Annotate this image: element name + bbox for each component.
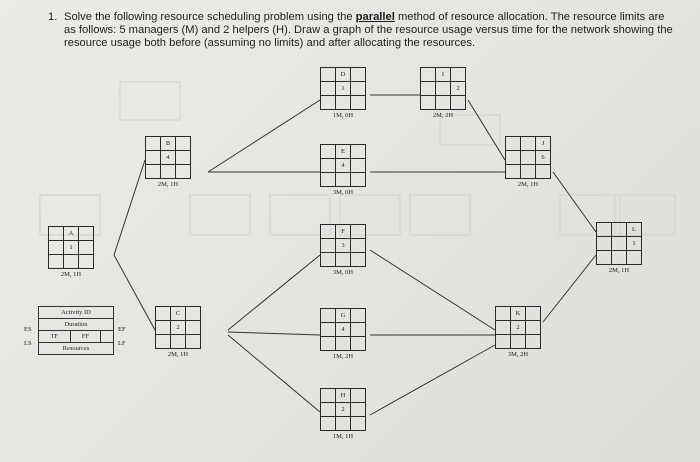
legend-es: ES <box>24 326 32 333</box>
node-f-id: F <box>336 225 351 239</box>
node-g <box>320 308 366 360</box>
node-h <box>320 388 366 440</box>
node-i-resources: 2M, 2H <box>432 112 454 119</box>
question-number: 1. <box>48 11 58 23</box>
node-l-duration: 1 <box>627 237 642 251</box>
question-text-before: Solve the following resource scheduling problem using the <box>64 11 356 23</box>
legend-tf: TF <box>39 331 71 343</box>
line-h-k <box>370 345 495 415</box>
line-k-l <box>543 255 596 322</box>
node-f-resources: 3M, 0H <box>332 269 354 276</box>
question-text-after: method of resource allocation. The resource limits are as follows: 5 managers (M) and 2 helpers (H). Draw a graph of the resource usage versus time for the network showing the resource usage both before (assuming no limits) and after allocating the resources. <box>64 11 673 49</box>
node-g-duration: 4 <box>336 323 351 337</box>
line-c-g <box>228 332 320 335</box>
node-c-id: C <box>171 307 186 321</box>
node-i-id: I <box>436 68 451 82</box>
legend-activity-id: Activity ID <box>39 307 114 319</box>
node-h-duration: 2 <box>336 403 351 417</box>
legend-ls: LS <box>24 340 32 347</box>
node-j <box>505 136 551 188</box>
line-i-j <box>468 100 505 160</box>
node-c-resources: 2M, 1H <box>167 351 189 358</box>
node-k-id: K <box>511 307 526 321</box>
legend-ff: FF <box>70 331 101 343</box>
legend-resources: Resources <box>39 343 114 355</box>
node-e <box>320 144 366 196</box>
node-a-duration: 1 <box>64 241 79 255</box>
node-k <box>495 306 541 358</box>
node-j-resources: 2M, 1H <box>517 181 539 188</box>
node-a-id: A <box>64 227 79 241</box>
node-f <box>320 224 366 276</box>
line-f-k <box>370 250 495 330</box>
node-h-id: H <box>336 389 351 403</box>
node-c <box>155 306 201 358</box>
line-a-c <box>114 255 155 330</box>
node-l <box>596 222 642 274</box>
node-b-id: B <box>161 137 176 151</box>
node-k-duration: 2 <box>511 321 526 335</box>
node-f-duration: 3 <box>336 239 351 253</box>
node-d-duration: 1 <box>336 82 351 96</box>
node-i-duration: 2 <box>451 82 466 96</box>
node-legend <box>18 306 126 355</box>
node-g-resources: 1M, 2H <box>332 353 354 360</box>
line-c-f <box>228 255 320 330</box>
legend-duration: Duration <box>39 319 114 331</box>
node-e-duration: 4 <box>336 159 351 173</box>
line-a-b <box>114 160 145 255</box>
node-l-id: L <box>627 223 642 237</box>
node-d-resources: 1M, 0H <box>332 112 354 119</box>
legend-lf: LF <box>118 340 126 347</box>
node-g-id: G <box>336 309 351 323</box>
node-e-id: E <box>336 145 351 159</box>
node-c-duration: 2 <box>171 321 186 335</box>
question-method: parallel <box>355 11 395 23</box>
node-d <box>320 67 366 119</box>
node-b-duration: 4 <box>161 151 176 165</box>
line-b-d <box>208 100 320 172</box>
node-k-resources: 3M, 2H <box>507 351 529 358</box>
node-b <box>145 136 191 188</box>
node-a <box>48 226 94 278</box>
node-h-resources: 1M, 1H <box>332 433 354 440</box>
node-a-resources: 2M, 1H <box>60 271 82 278</box>
legend-ef: EF <box>118 326 126 333</box>
node-i <box>420 67 466 119</box>
line-c-h <box>228 335 320 412</box>
node-j-duration: 6 <box>536 151 551 165</box>
node-j-id: J <box>536 137 551 151</box>
node-l-resources: 2M, 1H <box>608 267 630 274</box>
node-e-resources: 3M, 0H <box>332 189 354 196</box>
line-j-l <box>553 172 596 232</box>
node-b-resources: 2M, 1H <box>157 181 179 188</box>
node-d-id: D <box>336 68 351 82</box>
